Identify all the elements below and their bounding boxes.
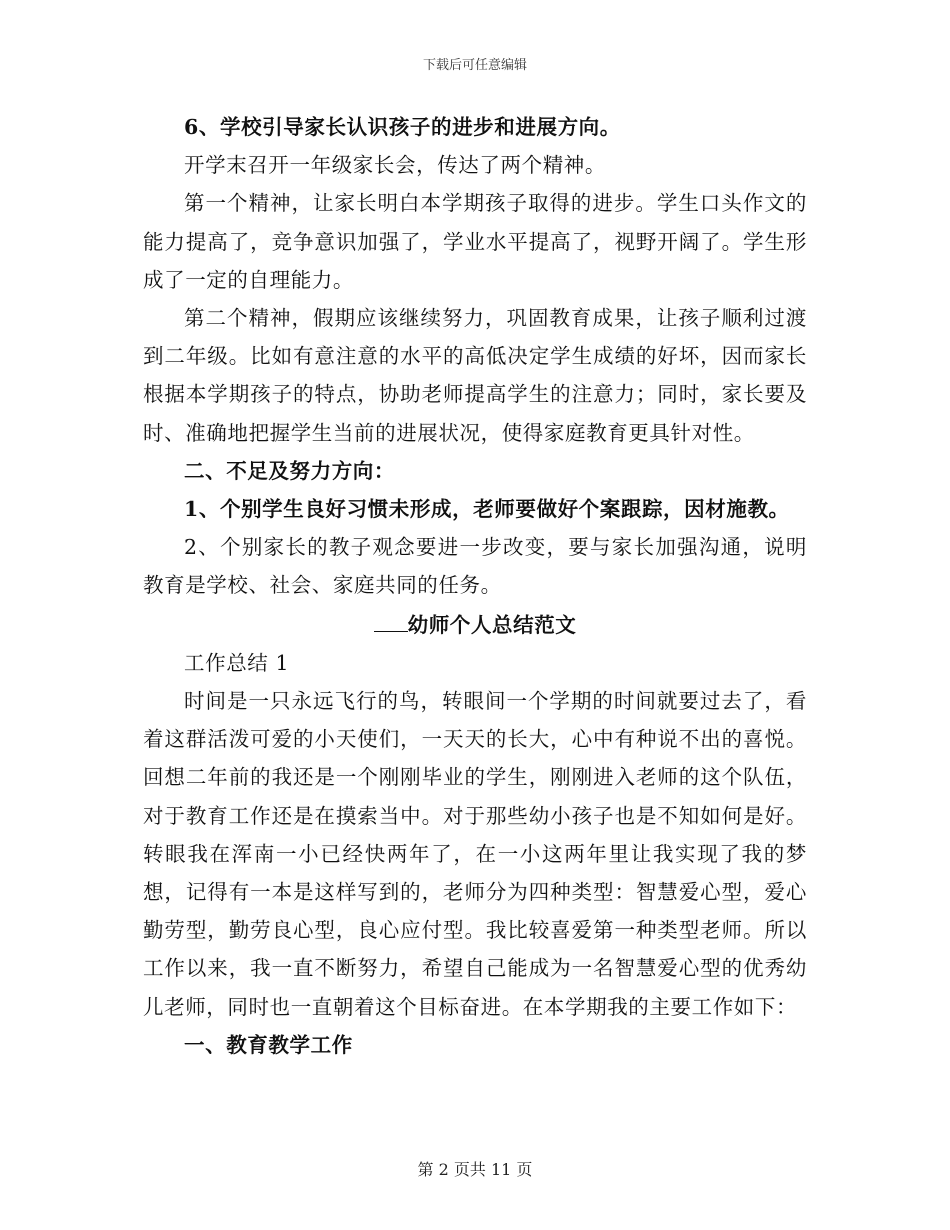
paragraph: 第二个精神，假期应该继续努力，巩固教育成果，让孩子顺利过渡到二年级。比如有意注意的水平的高低决定学生成绩的好坏，因而家长根据本学期孩子的特点，协助老师提高学生的注意力；同时，家长要及时、准确地把握学生当前的进展状况，使得家庭教育更具针对性。 xyxy=(143,306,807,445)
paragraph: 开学末召开一年级家长会，传达了两个精神。 xyxy=(184,153,606,178)
paragraph-point-2: 2、个别家长的教子观念要进一步改变，要与家长加强沟通，说明教育是学校、社会、家庭共同的任务。 xyxy=(143,535,807,598)
heading-teaching-work: 一、教育教学工作 xyxy=(184,1032,353,1057)
paragraph: 第一个精神，让家长明白本学期孩子取得的进步。学生口头作文的能力提高了，竞争意识加强了，学业水平提高了，视野开阔了。学生形成了一定的自理能力。 xyxy=(143,191,807,292)
section-title xyxy=(143,606,807,644)
paragraph: 时间是一只永远飞行的鸟，转眼间一个学期的时间就要过去了，看着这群活泼可爱的小天使们，一天天的长大，心中有种说不出的喜悦。回想二年前的我还是一个刚刚毕业的学生，刚刚进入老师的这个队伍，对于教育工作还是在摸索当中。对于那些幼小孩子也是不知如何是好。转眼我在浑南一小已经快两年了，在一小这两年里让我实现了我的梦想，记得有一本是这样写到的，老师分为四种类型：智慧爱心型，爱心勤劳型，勤劳良心型，良心应付型。我比较喜爱第一种类型老师。所以工作以来，我一直不断努力，希望自己能成为一名智慧爱心型的优秀幼儿老师，同时也一直朝着这个目标奋进。在本学期我的主要工作如下： xyxy=(143,689,807,1019)
page-header: 下载后可任意编辑 xyxy=(422,58,527,73)
document-body xyxy=(143,108,807,1064)
heading-school-guidance: 6、学校引导家长认识孩子的进步和进展方向。 xyxy=(184,115,621,139)
title-blank-line xyxy=(374,613,408,632)
page-footer: 第 2 页共 11 页 xyxy=(417,1160,533,1179)
heading-shortcomings: 二、不足及努力方向： xyxy=(184,458,395,483)
paragraph-point-1: 1、个别学生良好习惯未形成，老师要做好个案跟踪，因材施教。 xyxy=(184,497,790,522)
section-title-text: 幼师个人总结范文 xyxy=(407,612,577,637)
subheading-work-summary: 工作总结 1 xyxy=(184,650,290,675)
